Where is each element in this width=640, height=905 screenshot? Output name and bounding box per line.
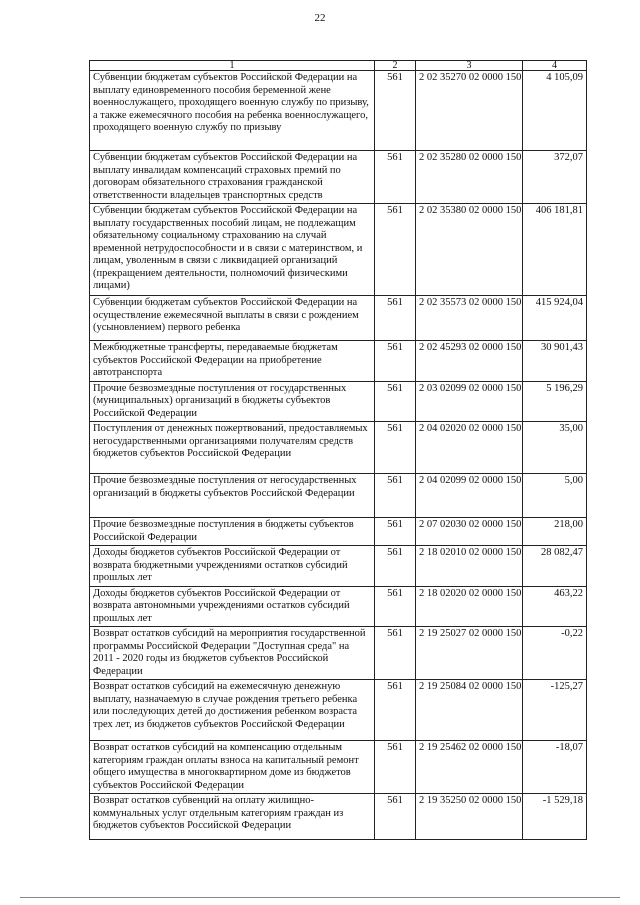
row-admin-code: 561 — [375, 151, 416, 204]
column-header-1: 1 — [90, 61, 375, 71]
row-budget-classification-code: 2 19 25084 02 0000 150 — [416, 680, 523, 741]
table-row — [90, 474, 587, 518]
row-admin-code: 561 — [375, 546, 416, 587]
row-amount: -125,27 — [523, 680, 587, 741]
row-description: Доходы бюджетов субъектов Российской Федерации от возврата бюджетными учреждениями остатков субсидий прошлых лет — [90, 546, 375, 587]
row-amount: 372,07 — [523, 151, 587, 204]
row-amount: 30 901,43 — [523, 341, 587, 382]
row-budget-classification-code: 2 19 25027 02 0000 150 — [416, 627, 523, 680]
row-admin-code: 561 — [375, 296, 416, 341]
table-row — [90, 204, 587, 296]
row-admin-code: 561 — [375, 381, 416, 422]
row-amount: 4 105,09 — [523, 71, 587, 151]
table-row — [90, 741, 587, 794]
row-amount: 406 181,81 — [523, 204, 587, 296]
row-description: Прочие безвозмездные поступления в бюджеты субъектов Российской Федерации — [90, 518, 375, 546]
row-budget-classification-code: 2 02 45293 02 0000 150 — [416, 341, 523, 382]
row-description: Субвенции бюджетам субъектов Российской Федерации на выплату инвалидам компенсаций страховых премий по договорам обязательного страхования гражданской ответственности владельцев транспортных средств — [90, 151, 375, 204]
row-budget-classification-code: 2 04 02020 02 0000 150 — [416, 422, 523, 474]
row-description: Возврат остатков субсидий на ежемесячную денежную выплату, назначаемую в случае рождения третьего ребенка или последующих детей до достижения ребенком возраста трех лет, из бюджетов субъектов Российской Федерации — [90, 680, 375, 741]
page-bottom-rule — [20, 897, 620, 898]
table-row — [90, 151, 587, 204]
table-row — [90, 341, 587, 382]
row-budget-classification-code: 2 18 02020 02 0000 150 — [416, 586, 523, 627]
row-description: Межбюджетные трансферты, передаваемые бюджетам субъектов Российской Федерации на приобретение автотранспорта — [90, 341, 375, 382]
header-row — [90, 61, 587, 71]
row-budget-classification-code: 2 19 25462 02 0000 150 — [416, 741, 523, 794]
row-amount: 5 196,29 — [523, 381, 587, 422]
row-amount: 218,00 — [523, 518, 587, 546]
table-row — [90, 546, 587, 587]
table-row — [90, 627, 587, 680]
row-amount: 5,00 — [523, 474, 587, 518]
table-row — [90, 680, 587, 741]
row-description: Субвенции бюджетам субъектов Российской Федерации на выплату государственных пособий лицам, не подлежащим обязательному социальному страхованию на случай временной нетрудоспособности и в связи с материнством, и лицам, уволенным в связи с ликвидацией организаций (прекращением деятельности, полномочий физическими лицами) — [90, 204, 375, 296]
row-admin-code: 561 — [375, 341, 416, 382]
row-description: Субвенции бюджетам субъектов Российской Федерации на осуществление ежемесячной выплаты в связи с рождением (усыновлением) первого ребенка — [90, 296, 375, 341]
row-budget-classification-code: 2 03 02099 02 0000 150 — [416, 381, 523, 422]
row-budget-classification-code: 2 02 35380 02 0000 150 — [416, 204, 523, 296]
row-budget-classification-code: 2 04 02099 02 0000 150 — [416, 474, 523, 518]
table-row — [90, 296, 587, 341]
row-admin-code: 561 — [375, 586, 416, 627]
row-admin-code: 561 — [375, 422, 416, 474]
table-row — [90, 518, 587, 546]
row-admin-code: 561 — [375, 204, 416, 296]
row-admin-code: 561 — [375, 741, 416, 794]
row-budget-classification-code: 2 02 35270 02 0000 150 — [416, 71, 523, 151]
row-amount: 463,22 — [523, 586, 587, 627]
row-admin-code: 561 — [375, 627, 416, 680]
page-number: 22 — [314, 12, 326, 24]
row-amount: 415 924,04 — [523, 296, 587, 341]
table-row — [90, 71, 587, 151]
table-row — [90, 422, 587, 474]
column-header-4: 4 — [523, 61, 587, 71]
row-admin-code: 561 — [375, 518, 416, 546]
row-amount: -18,07 — [523, 741, 587, 794]
table-row — [90, 381, 587, 422]
row-description: Субвенции бюджетам субъектов Российской Федерации на выплату единовременного пособия беременной жене военнослужащего, проходящего военную службу по призыву, а также ежемесячного пособия на ребенка военнослужащего, проходящего военную службу по призыву — [90, 71, 375, 151]
row-description: Прочие безвозмездные поступления от государственных (муниципальных) организаций в бюджеты субъектов Российской Федерации — [90, 381, 375, 422]
row-description: Поступления от денежных пожертвований, предоставляемых негосударственными организациями получателям средств бюджетов субъектов Российской Федерации — [90, 422, 375, 474]
row-description: Возврат остатков субсидий на компенсацию отдельным категориям граждан оплаты взноса на капитальный ремонт общего имущества в многоквартирном доме из бюджетов субъектов Российской Федерации — [90, 741, 375, 794]
row-budget-classification-code: 2 02 35280 02 0000 150 — [416, 151, 523, 204]
row-budget-classification-code: 2 18 02010 02 0000 150 — [416, 546, 523, 587]
table-row — [90, 586, 587, 627]
row-description: Доходы бюджетов субъектов Российской Федерации от возврата автономными учреждениями остатков субсидий прошлых лет — [90, 586, 375, 627]
row-admin-code: 561 — [375, 71, 416, 151]
row-amount: -1 529,18 — [523, 794, 587, 840]
row-admin-code: 561 — [375, 474, 416, 518]
row-description: Возврат остатков субсидий на мероприятия государственной программы Российской Федерации "Доступная среда" на 2011 - 2020 годы из бюджетов субъектов Российской Федерации — [90, 627, 375, 680]
column-header-3: 3 — [416, 61, 523, 71]
row-amount: -0,22 — [523, 627, 587, 680]
row-budget-classification-code: 2 02 35573 02 0000 150 — [416, 296, 523, 341]
row-admin-code: 561 — [375, 794, 416, 840]
row-amount: 28 082,47 — [523, 546, 587, 587]
row-budget-classification-code: 2 07 02030 02 0000 150 — [416, 518, 523, 546]
row-description: Возврат остатков субвенций на оплату жилищно-коммунальных услуг отдельным категориям граждан из бюджетов субъектов Российской Федерации — [90, 794, 375, 840]
row-admin-code: 561 — [375, 680, 416, 741]
row-amount: 35,00 — [523, 422, 587, 474]
budget-revenue-table — [89, 60, 587, 840]
row-budget-classification-code: 2 19 35250 02 0000 150 — [416, 794, 523, 840]
table-row — [90, 794, 587, 840]
row-description: Прочие безвозмездные поступления от негосударственных организаций в бюджеты субъектов Российской Федерации — [90, 474, 375, 518]
column-header-2: 2 — [375, 61, 416, 71]
